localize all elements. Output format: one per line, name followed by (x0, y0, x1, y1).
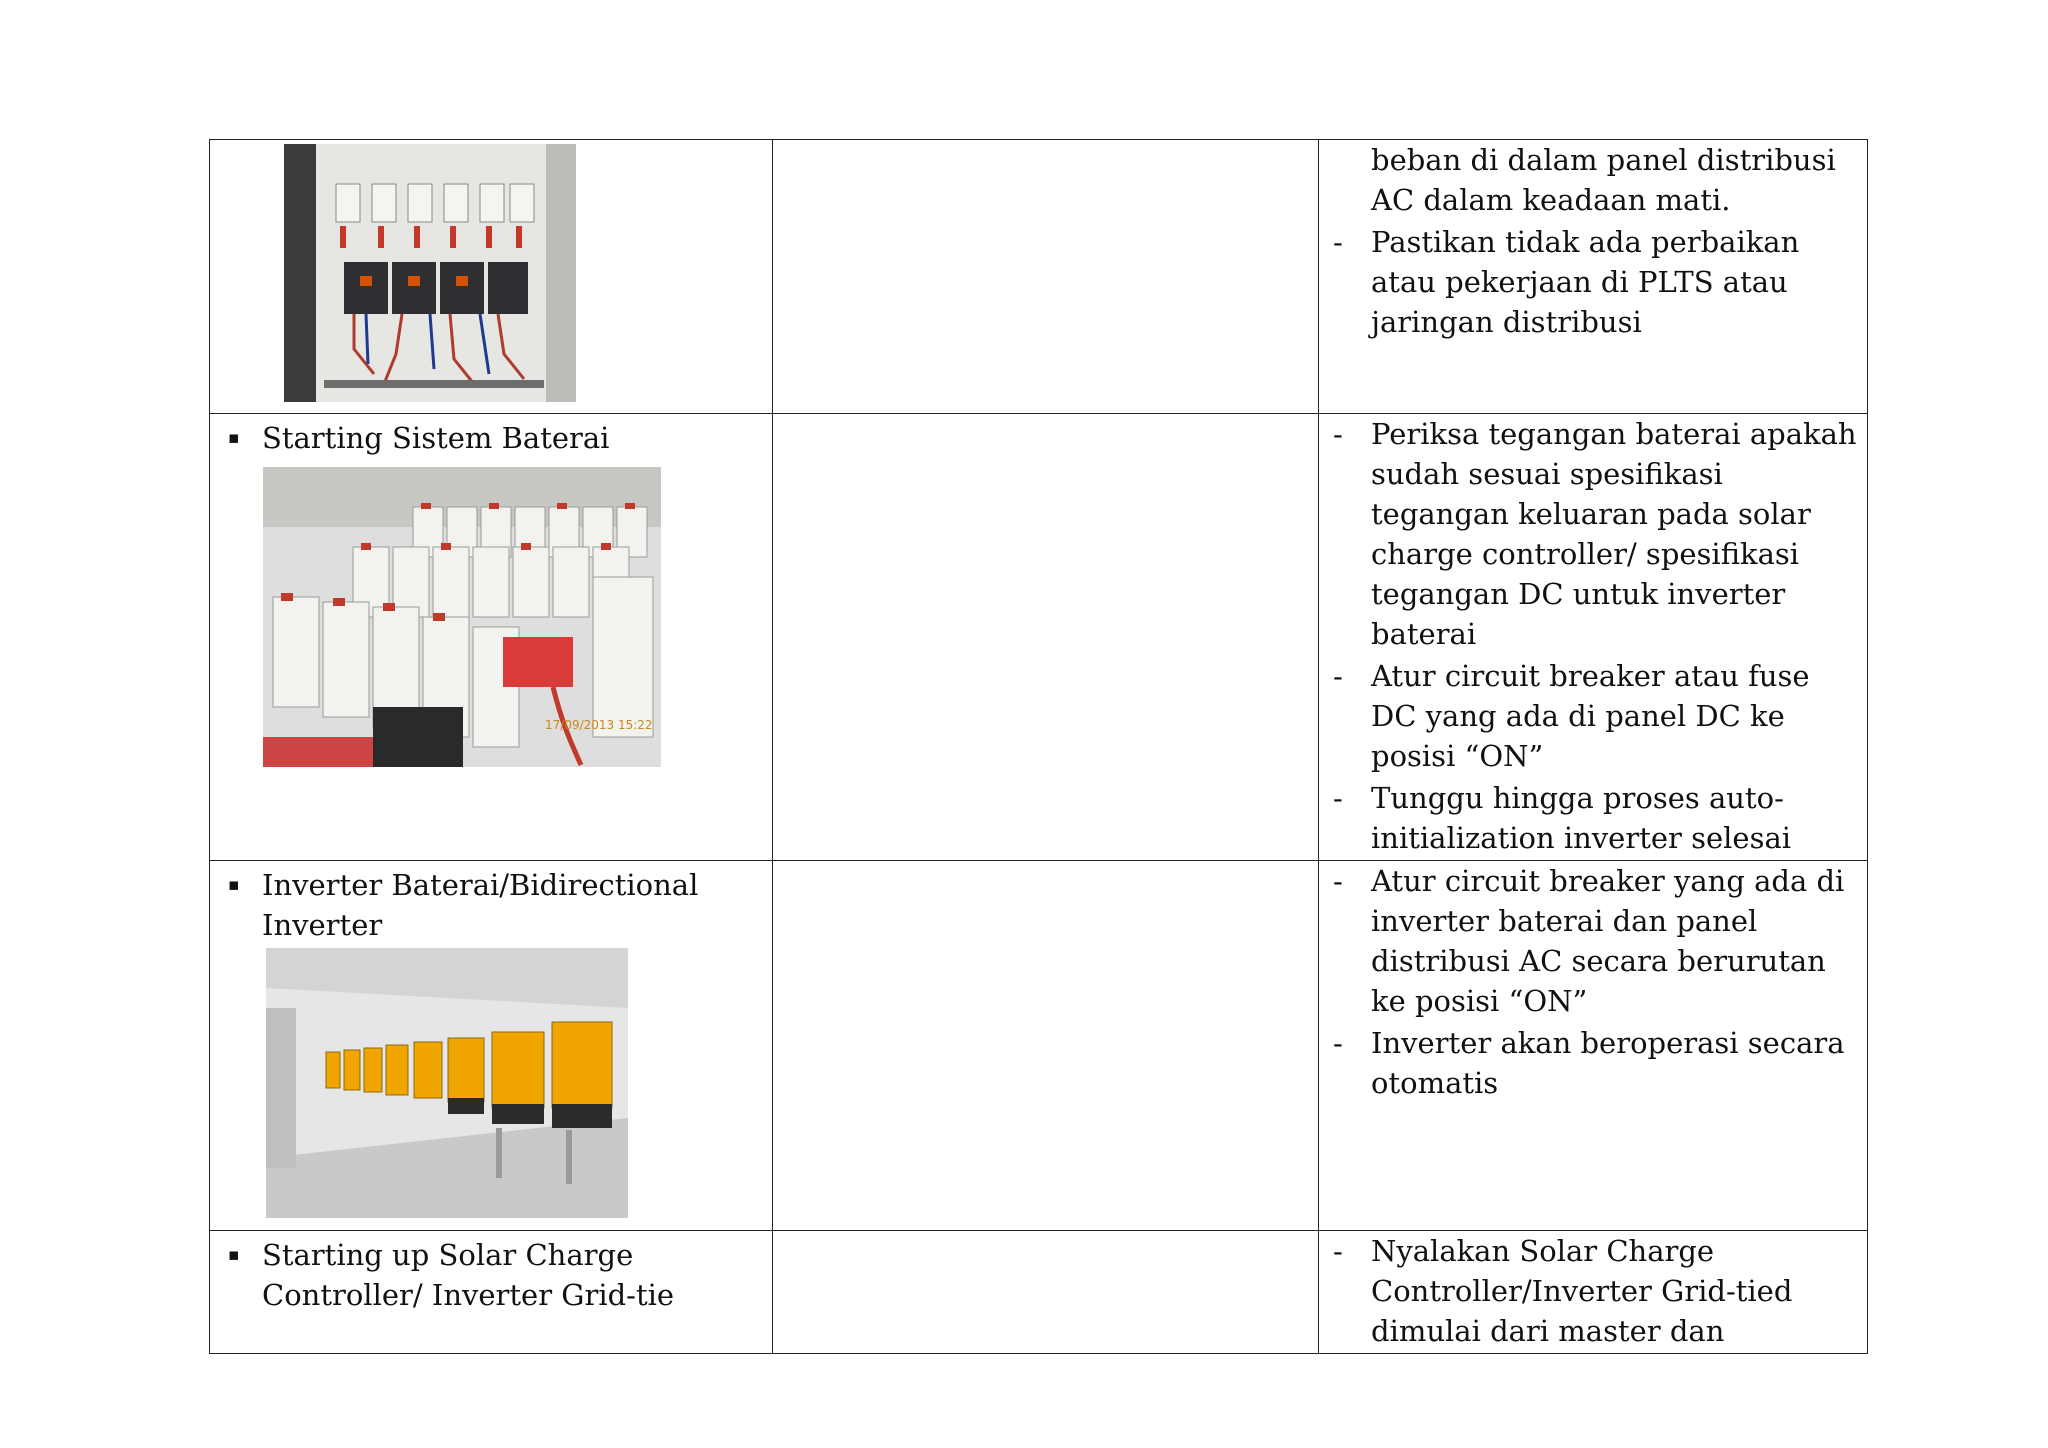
component-title-text: Starting up Solar Charge Controller/ Inverter Grid-tie (262, 1238, 675, 1312)
step-item (1333, 1023, 1859, 1103)
step-item (1333, 1231, 1859, 1351)
dash-mark: - (1333, 781, 1343, 815)
table-row (210, 414, 1868, 861)
step-text: Nyalakan Solar Charge Controller/Inverter Grid-tied dimulai dari master dan (1371, 1234, 1793, 1348)
notes-cell (773, 414, 1319, 861)
step-item (1333, 414, 1859, 654)
step-item (1333, 861, 1859, 1021)
step-text: Periksa tegangan baterai apakah sudah sesuai spesifikasi tegangan keluaran pada solar charge controller/ spesifikasi tegangan DC untuk inverter baterai (1371, 417, 1857, 651)
step-text: Pastikan tidak ada perbaikan atau pekerjaan di PLTS atau jaringan distribusi (1371, 225, 1800, 339)
steps-list (1319, 414, 1867, 858)
steps-list (1319, 222, 1867, 342)
component-cell (210, 414, 773, 861)
steps-cell (1319, 414, 1868, 861)
component-title-text: Inverter Baterai/Bidirectional Inverter (262, 868, 699, 942)
step-continued-text: beban di dalam panel distribusi AC dalam keadaan mati. (1371, 143, 1836, 217)
photo-timestamp: 17/09/2013 15:22 (545, 718, 653, 732)
bullet-mark: ▪ (228, 428, 240, 448)
component-cell (210, 861, 773, 1231)
component-cell (210, 1231, 773, 1354)
steps-cell (1319, 140, 1868, 414)
dash-mark: - (1333, 225, 1343, 259)
steps-list (1319, 1231, 1867, 1351)
dash-mark: - (1333, 659, 1343, 693)
step-text: Tunggu hingga proses auto-initialization inverter selesai (1371, 781, 1792, 855)
dash-mark: - (1333, 417, 1343, 451)
bullet-mark: ▪ (228, 875, 240, 895)
notes-cell (773, 140, 1319, 414)
steps-list (1319, 861, 1867, 1103)
steps-cell (1319, 861, 1868, 1231)
procedure-table (209, 139, 1868, 1354)
table-row (210, 861, 1868, 1231)
component-cell (210, 140, 773, 414)
step-item (1333, 656, 1859, 776)
battery-inverters-photo (266, 948, 628, 1218)
notes-cell (773, 861, 1319, 1231)
component-title-text: Starting Sistem Baterai (262, 421, 610, 455)
component-title (210, 414, 772, 458)
dash-mark: - (1333, 1026, 1343, 1060)
table-row (210, 1231, 1868, 1354)
steps-continued-list (1319, 140, 1867, 220)
dash-mark: - (1333, 864, 1343, 898)
notes-cell (773, 1231, 1319, 1354)
table-row (210, 140, 1868, 414)
ac-distribution-panel-photo (284, 144, 576, 402)
steps-cell (1319, 1231, 1868, 1354)
step-item (1333, 778, 1859, 858)
step-text: Inverter akan beroperasi secara otomatis (1371, 1026, 1845, 1100)
step-text: Atur circuit breaker atau fuse DC yang ada di panel DC ke posisi “ON” (1371, 659, 1810, 773)
component-title (210, 1231, 772, 1315)
step-text: Atur circuit breaker yang ada di inverter baterai dan panel distribusi AC secara berurutan ke posisi “ON” (1371, 864, 1845, 1018)
dash-mark: - (1333, 1234, 1343, 1268)
battery-bank-photo (263, 467, 661, 767)
component-title (210, 861, 772, 945)
bullet-mark: ▪ (228, 1245, 240, 1265)
step-item (1333, 222, 1859, 342)
